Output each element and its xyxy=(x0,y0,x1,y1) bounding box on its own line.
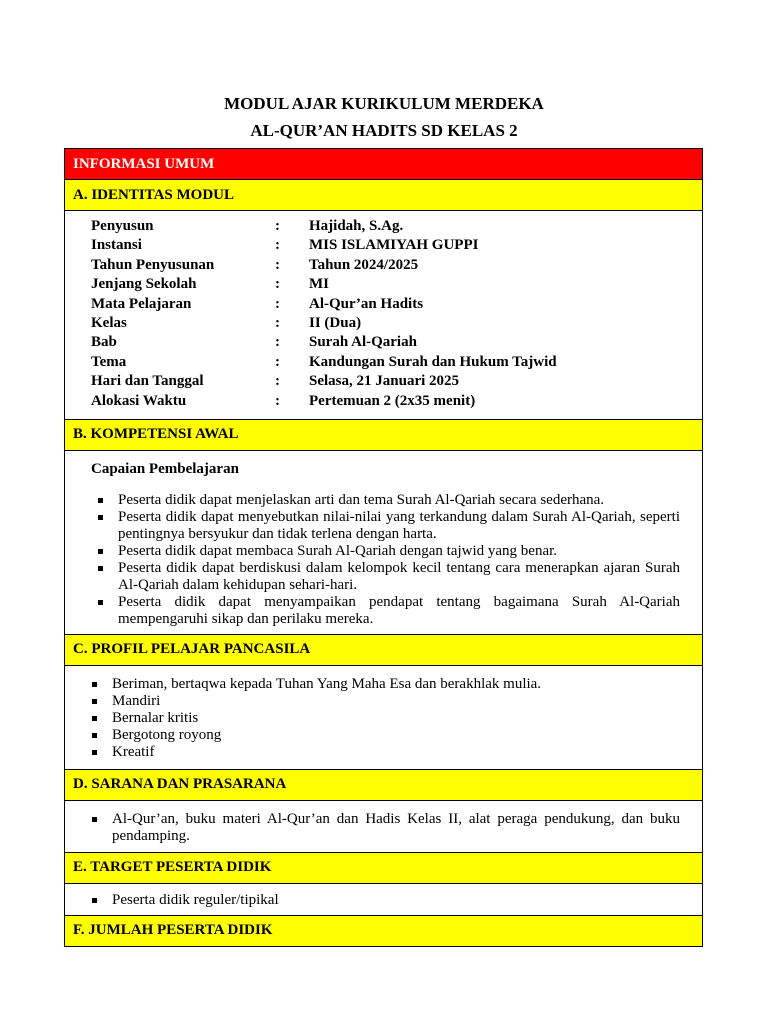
list-item: Peserta didik dapat menjelaskan arti dan tema Surah Al-Qariah secara sederhana. xyxy=(118,492,680,509)
identitas-label: Tahun Penyusunan xyxy=(91,256,215,273)
profil-pelajar-header: C. PROFIL PELAJAR PANCASILA xyxy=(65,634,703,665)
identitas-row xyxy=(91,353,702,372)
sarana-prasarana-header: D. SARANA DAN PRASARANA xyxy=(65,769,703,800)
list-item: Peserta didik dapat menyampaikan pendapat tentang bagaimana Surah Al-Qariah mempengaruhi sikap dan perilaku mereka. xyxy=(118,593,680,627)
list-item: Bernalar kritis xyxy=(112,710,680,727)
identitas-rows xyxy=(91,217,702,411)
list-item: Peserta didik reguler/tipikal xyxy=(112,892,680,909)
identitas-label: Jenjang Sekolah xyxy=(91,276,197,293)
identitas-row xyxy=(91,236,702,255)
identitas-colon: : xyxy=(275,314,280,331)
capaian-pembelajaran-subheading: Capaian Pembelajaran xyxy=(91,460,239,477)
list-item: Mandiri xyxy=(112,693,680,710)
identitas-value: Surah Al-Qariah xyxy=(309,334,417,351)
identitas-colon: : xyxy=(275,334,280,351)
target-peserta-header: E. TARGET PESERTA DIDIK xyxy=(65,852,703,883)
identitas-colon: : xyxy=(275,295,280,312)
identitas-row xyxy=(91,275,702,294)
list-item: Peserta didik dapat berdiskusi dalam kelompok kecil tentang cara menerapkan ajaran Surah Al-Qariah dalam kehidupan sehari-hari. xyxy=(118,559,680,593)
identitas-modul-header: A. IDENTITAS MODUL xyxy=(65,180,703,211)
identitas-row xyxy=(91,314,702,333)
list-item: Al-Qur’an, buku materi Al-Qur’an dan Hadis Kelas II, alat peraga pendukung, dan buku pendamping. xyxy=(112,810,680,844)
kompetensi-list xyxy=(118,492,680,628)
list-item: Beriman, bertaqwa kepada Tuhan Yang Maha Esa dan berakhlak mulia. xyxy=(112,676,680,693)
identitas-row xyxy=(91,392,702,411)
identitas-row xyxy=(91,372,702,391)
identitas-colon: : xyxy=(275,237,280,254)
identitas-colon: : xyxy=(275,392,280,409)
identitas-colon: : xyxy=(275,373,280,390)
identitas-row xyxy=(91,333,702,352)
list-item: Peserta didik dapat menyebutkan nilai-nilai yang terkandung dalam Surah Al-Qariah, seperti pentingnya bersyukur dan tidak terlena dengan harta. xyxy=(118,508,680,542)
identitas-colon: : xyxy=(275,353,280,370)
identitas-value: Selasa, 21 Januari 2025 xyxy=(309,373,460,390)
identitas-colon: : xyxy=(275,256,280,273)
list-item: Kreatif xyxy=(112,744,680,761)
identitas-colon: : xyxy=(275,276,280,293)
identitas-value: II (Dua) xyxy=(309,314,362,331)
identitas-value: MI xyxy=(309,276,329,293)
target-list xyxy=(112,892,680,909)
identitas-label: Hari dan Tanggal xyxy=(91,373,204,390)
identitas-label: Kelas xyxy=(91,314,127,331)
identitas-value: Al-Qur’an Hadits xyxy=(309,295,424,312)
identitas-label: Bab xyxy=(91,334,117,351)
identitas-label: Tema xyxy=(91,353,127,370)
identitas-value: Kandungan Surah dan Hukum Tajwid xyxy=(309,353,557,370)
informasi-umum-header: INFORMASI UMUM xyxy=(65,149,703,180)
identitas-modul-body xyxy=(65,211,703,420)
identitas-value: MIS ISLAMIYAH GUPPI xyxy=(309,237,479,254)
list-item: Peserta didik dapat membaca Surah Al-Qariah dengan tajwid yang benar. xyxy=(118,543,680,560)
identitas-label: Penyusun xyxy=(91,218,154,234)
list-item: Bergotong royong xyxy=(112,727,680,744)
sarana-list xyxy=(112,811,680,845)
identitas-value: Hajidah, S.Ag. xyxy=(309,218,404,234)
module-table xyxy=(64,148,703,947)
profil-list xyxy=(112,676,680,761)
identitas-label: Alokasi Waktu xyxy=(91,392,187,409)
target-peserta-body xyxy=(65,883,703,915)
identitas-row xyxy=(91,256,702,275)
kompetensi-awal-body xyxy=(65,450,703,634)
document-title: MODUL AJAR KURIKULUM MERDEKA xyxy=(224,94,544,113)
jumlah-peserta-header: F. JUMLAH PESERTA DIDIK xyxy=(65,915,703,946)
identitas-value: Tahun 2024/2025 xyxy=(309,256,419,273)
identitas-row xyxy=(91,217,702,236)
document-subtitle: AL-QUR’AN HADITS SD KELAS 2 xyxy=(250,121,518,140)
identitas-label: Instansi xyxy=(91,237,142,254)
identitas-row xyxy=(91,295,702,314)
identitas-colon: : xyxy=(275,218,280,234)
sarana-prasarana-body xyxy=(65,800,703,852)
kompetensi-awal-header: B. KOMPETENSI AWAL xyxy=(65,419,703,450)
profil-pelajar-body xyxy=(65,665,703,769)
identitas-value: Pertemuan 2 (2x35 menit) xyxy=(309,392,476,409)
identitas-label: Mata Pelajaran xyxy=(91,295,192,312)
